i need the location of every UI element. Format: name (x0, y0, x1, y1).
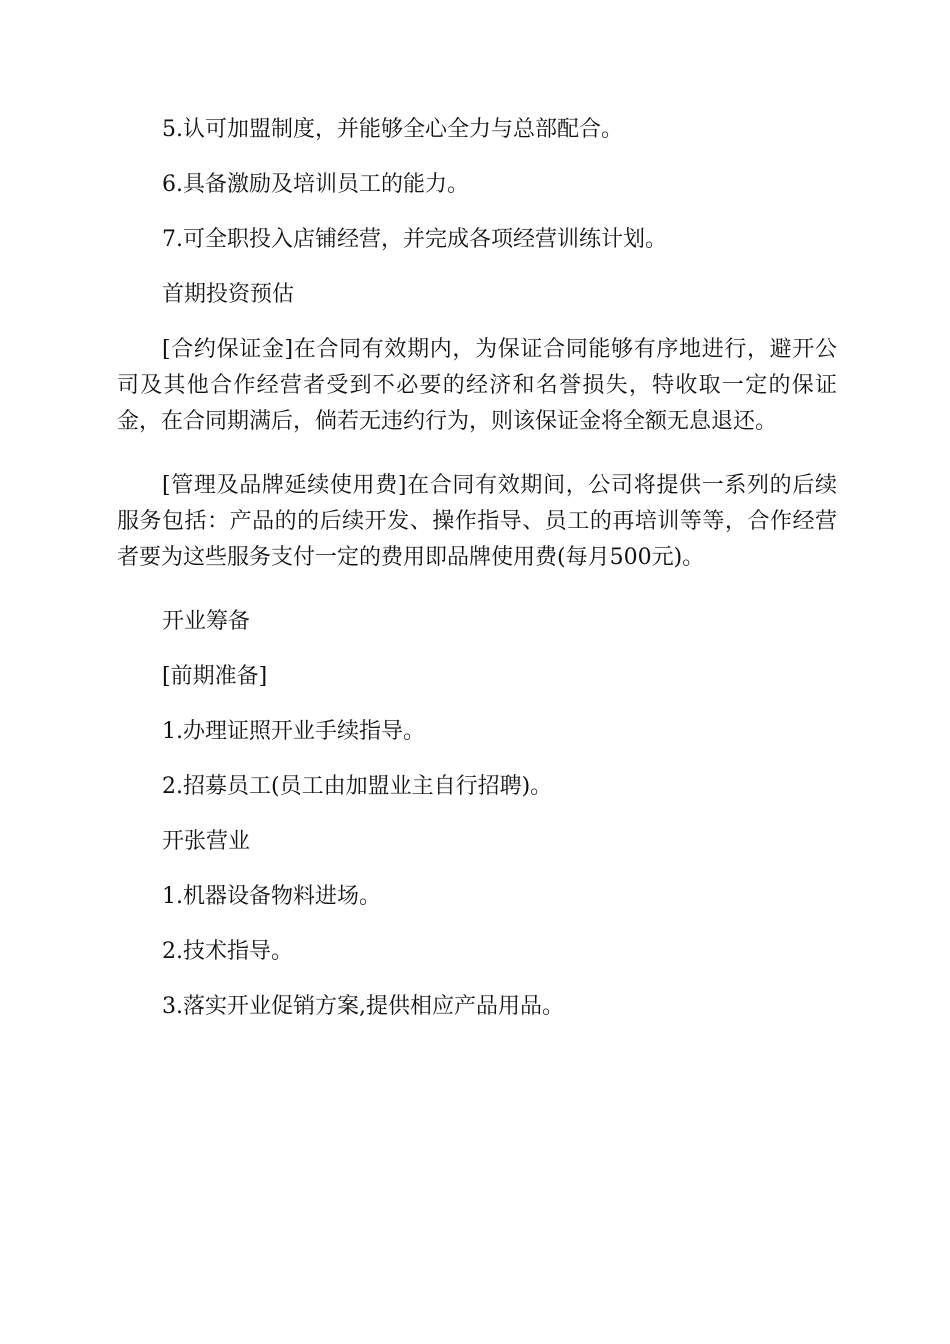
document-body (117, 112, 837, 1044)
paragraph-contract-deposit: [合约保证金]在合同有效期内，为保证合同能够有序地进行，避开公司及其他合作经营者受到不必要的经济和名誉损失，特收取一定的保证金，在合同期满后，倘若无违约行为，则该保证金将全额无息退还。 (117, 337, 837, 434)
list-item-requirement-7: 7.可全职投入店铺经营，并完成各项经营训练计划。 (162, 227, 667, 252)
list-item-promotion-plan: 3.落实开业促销方案,提供相应产品用品。 (162, 994, 564, 1019)
list-item-requirement-6: 6.具备激励及培训员工的能力。 (162, 172, 469, 197)
paragraph-brand-usage-fee: [管理及品牌延续使用费]在合同有效期间，公司将提供一系列的后续服务包括：产品的的后续开发、操作指导、员工的再培训等等，合作经营者要为这些服务支付一定的费用即品牌使用费(每月500元)。 (117, 473, 837, 570)
list-item-equipment-entry: 1.机器设备物料进场。 (162, 884, 381, 909)
list-item-technical-guidance: 2.技术指导。 (162, 939, 293, 964)
section-heading-initial-investment: 首期投资预估 (162, 282, 295, 307)
section-heading-opening-preparation: 开业筹备 (162, 609, 251, 634)
list-item-license-guidance: 1.办理证照开业手续指导。 (162, 719, 425, 744)
section-heading-grand-opening: 开张营业 (162, 829, 251, 854)
list-item-requirement-5: 5.认可加盟制度，并能够全心全力与总部配合。 (162, 117, 623, 142)
subheading-preliminary-preparation: [前期准备] (162, 664, 268, 689)
list-item-recruit-staff: 2.招募员工(员工由加盟业主自行招聘)。 (162, 774, 553, 799)
